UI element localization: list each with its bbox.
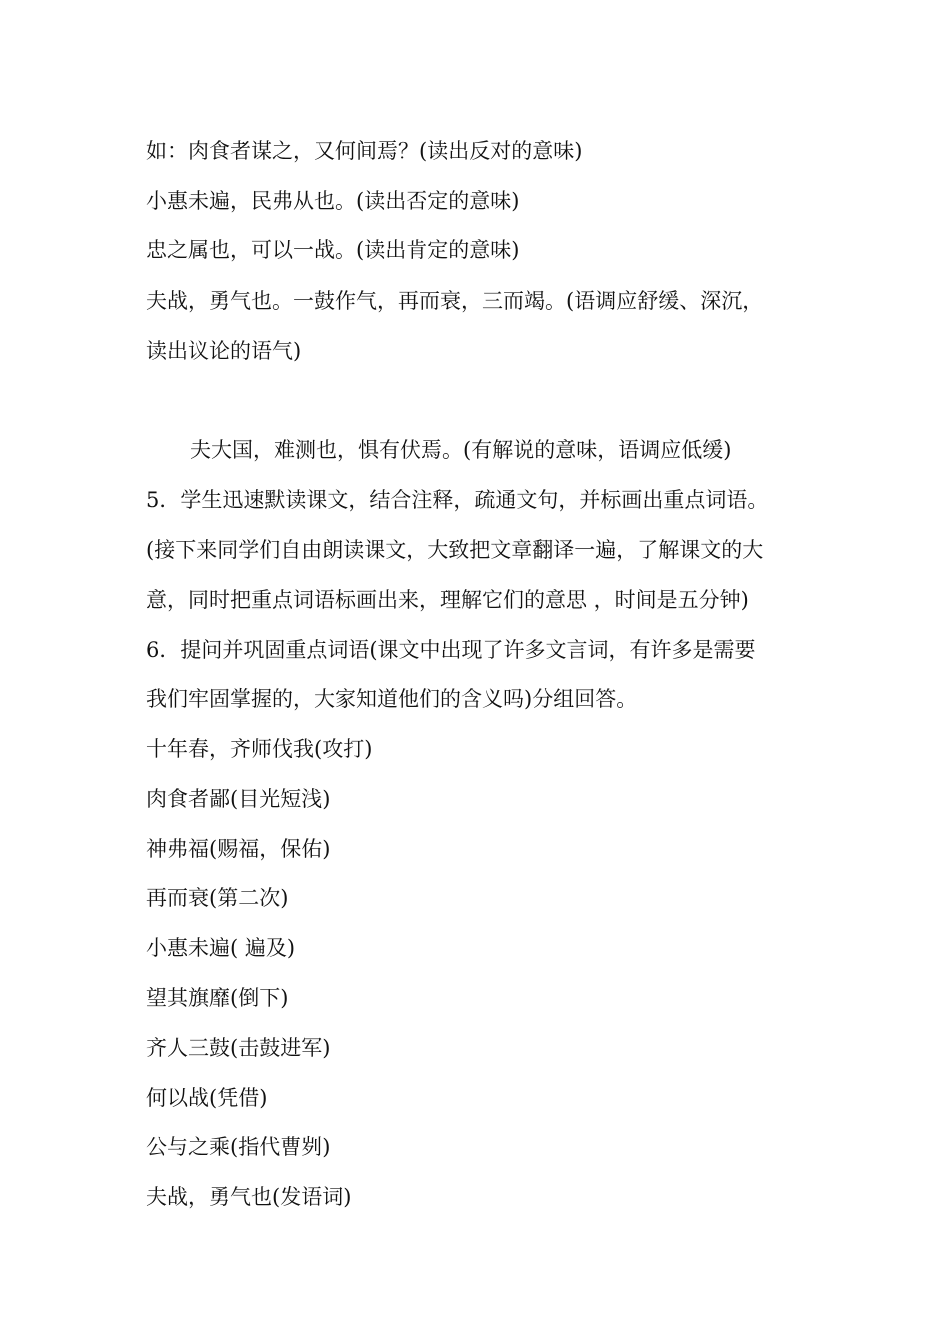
vocab-item: 小惠未遍( 遍及) (146, 936, 296, 960)
vocab-item: 夫战，勇气也(发语词) (146, 1185, 352, 1209)
vocab-item: 肉食者鄙(目光短浅) (146, 787, 331, 811)
vocab-item: 神弗福(赐福，保佑) (146, 837, 331, 861)
example-line-5-indented: 夫大国，难测也，惧有伏焉。(有解说的意味，语调应低缓) (190, 438, 732, 462)
example-line-1: 如：肉食者谋之，又何间焉？(读出反对的意味) (146, 139, 583, 163)
example-line-4-continued: 读出议论的语气) (146, 339, 302, 363)
example-line-2: 小惠未遍，民弗从也。(读出否定的意味) (146, 189, 520, 213)
vocab-item: 公与之乘(指代曹刿) (146, 1135, 331, 1159)
vocab-item: 望其旗靡(倒下) (146, 986, 289, 1010)
vocab-item: 何以战(凭借) (146, 1086, 268, 1110)
step-6-heading: 6．提问并巩固重点词语(课文中出现了许多文言词，有许多是需要 (146, 638, 756, 662)
step-6-continued: 我们牢固掌握的，大家知道他们的含义吗)分组回答。 (146, 687, 638, 711)
vocab-item: 再而衰(第二次) (146, 886, 289, 910)
vocab-item: 齐人三鼓(击鼓进军) (146, 1036, 331, 1060)
vocab-item: 十年春，齐师伐我(攻打) (146, 737, 373, 761)
example-line-3: 忠之属也，可以一战。(读出肯定的意味) (146, 238, 520, 262)
step-5-heading: 5．学生迅速默读课文，结合注释，疏通文句，并标画出重点词语。 (146, 488, 769, 512)
example-line-4: 夫战，勇气也。一鼓作气，再而衰，三而竭。(语调应舒缓、深沉， (146, 289, 764, 313)
step-5-instruction-1: (接下来同学们自由朗读课文，大致把文章翻译一遍，了解课文的大 (146, 538, 764, 562)
step-5-instruction-2: 意，同时把重点词语标画出来，理解它们的意思 ，时间是五分钟) (146, 588, 749, 612)
